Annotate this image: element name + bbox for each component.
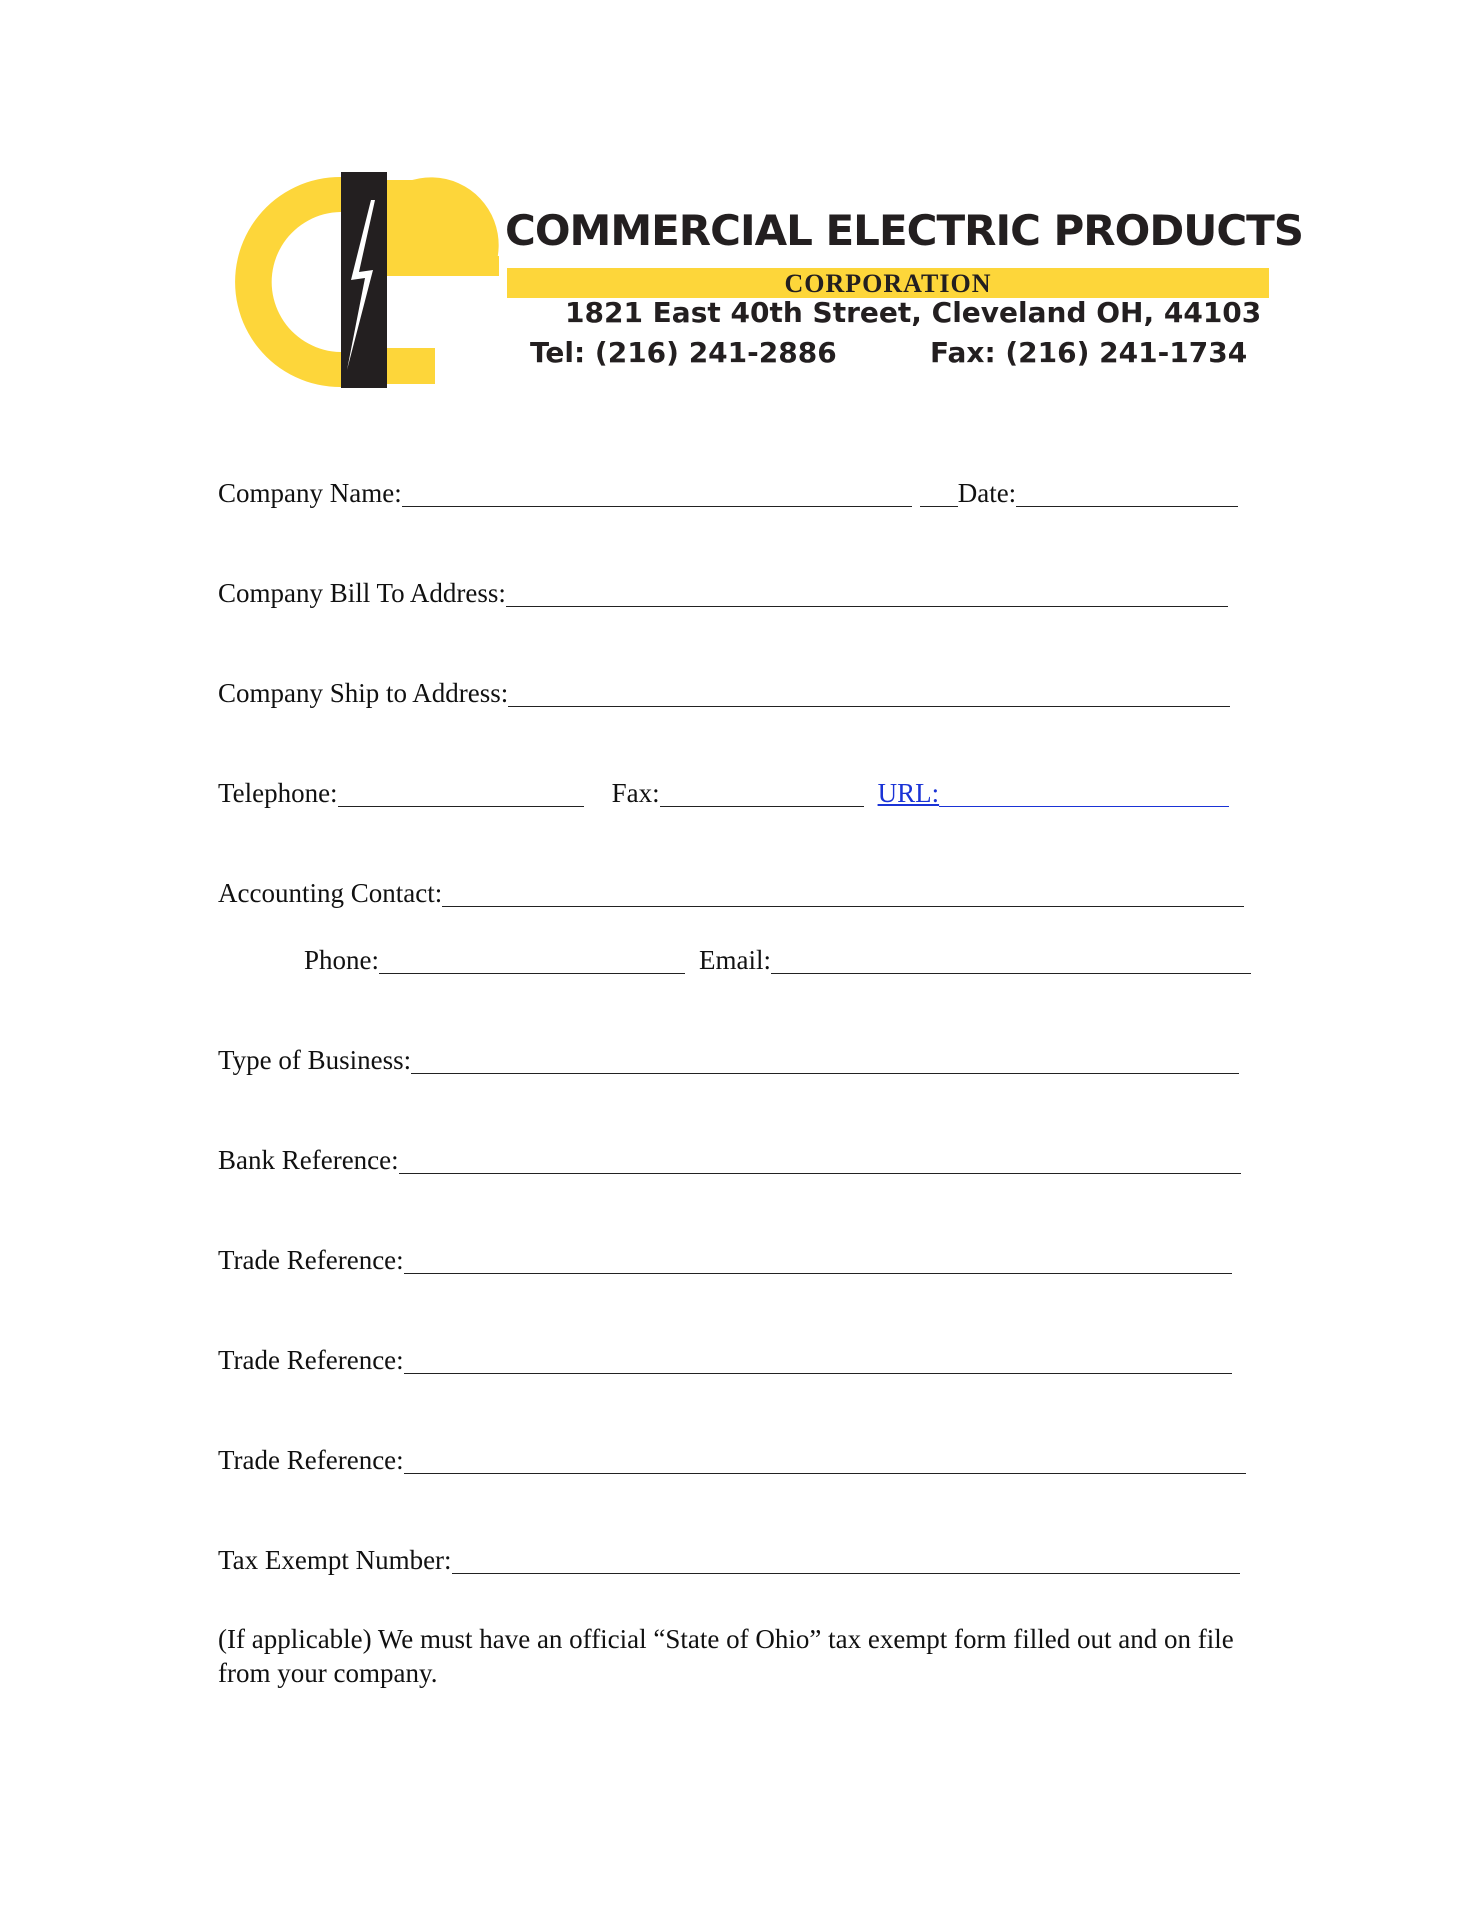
row-tax-exempt-number [218,1540,1240,1580]
email-label: Email: [699,945,771,975]
row-phone-email [304,940,1251,980]
date-field[interactable] [1016,476,1238,507]
ship-to-address-field[interactable] [508,676,1230,707]
trade-reference-label: Trade Reference: [218,1345,404,1375]
company-fax: Fax: (216) 241-1734 [930,336,1248,369]
type-of-business-label: Type of Business: [218,1045,412,1075]
row-accounting-contact [218,873,1244,913]
company-telephone: Tel: (216) 241-2886 [530,336,837,369]
trade-reference-label: Trade Reference: [218,1445,404,1475]
trade-reference-field-3[interactable] [404,1443,1246,1474]
letterhead [215,170,1304,390]
tax-exempt-note: (If applicable) We must have an official “State of Ohio” tax exempt form filled out and on file from your company. [218,1624,1234,1688]
row-trade-reference-2 [218,1340,1232,1380]
tax-exempt-number-field[interactable] [452,1543,1240,1574]
company-name-field-extension[interactable] [920,476,958,507]
type-of-business-field[interactable] [411,1043,1239,1074]
corporation-label: CORPORATION [784,269,992,298]
bank-reference-label: Bank Reference: [218,1145,399,1175]
url-field[interactable] [939,776,1229,807]
row-trade-reference-3 [218,1440,1246,1480]
company-name-field[interactable] [402,476,912,507]
tax-exempt-number-label: Tax Exempt Number: [218,1545,452,1575]
telephone-label: Telephone: [218,778,338,808]
row-trade-reference-1 [218,1240,1232,1280]
email-field[interactable] [771,943,1251,974]
date-label: Date: [957,478,1017,508]
bank-reference-field[interactable] [399,1143,1241,1174]
corporation-bar [507,268,1269,298]
company-address: 1821 East 40th Street, Cleveland OH, 44103 [565,296,1262,329]
telephone-field[interactable] [338,776,584,807]
bill-to-address-field[interactable] [506,576,1228,607]
row-bank-reference [218,1140,1241,1180]
company-name-heading: COMMERCIAL ELECTRIC PRODUCTS [505,206,1304,255]
row-company-name [218,473,1238,513]
phone-field[interactable] [379,943,685,974]
row-bill-to-address [218,573,1228,613]
row-type-of-business [218,1040,1239,1080]
trade-reference-field-2[interactable] [404,1343,1232,1374]
fax-field[interactable] [660,776,864,807]
phone-label: Phone: [304,945,380,975]
fax-label: Fax: [611,778,660,808]
trade-reference-label: Trade Reference: [218,1245,404,1275]
row-telephone-fax-url [218,773,1229,813]
row-ship-to-address [218,673,1230,713]
ship-to-address-label: Company Ship to Address: [218,678,509,708]
ce-lightning-logo-icon [215,170,505,390]
company-name-label: Company Name: [218,478,402,508]
url-label[interactable]: URL: [877,778,940,808]
accounting-contact-field[interactable] [442,876,1244,907]
accounting-contact-label: Accounting Contact: [218,878,443,908]
trade-reference-field-1[interactable] [404,1243,1232,1274]
bill-to-address-label: Company Bill To Address: [218,578,506,608]
